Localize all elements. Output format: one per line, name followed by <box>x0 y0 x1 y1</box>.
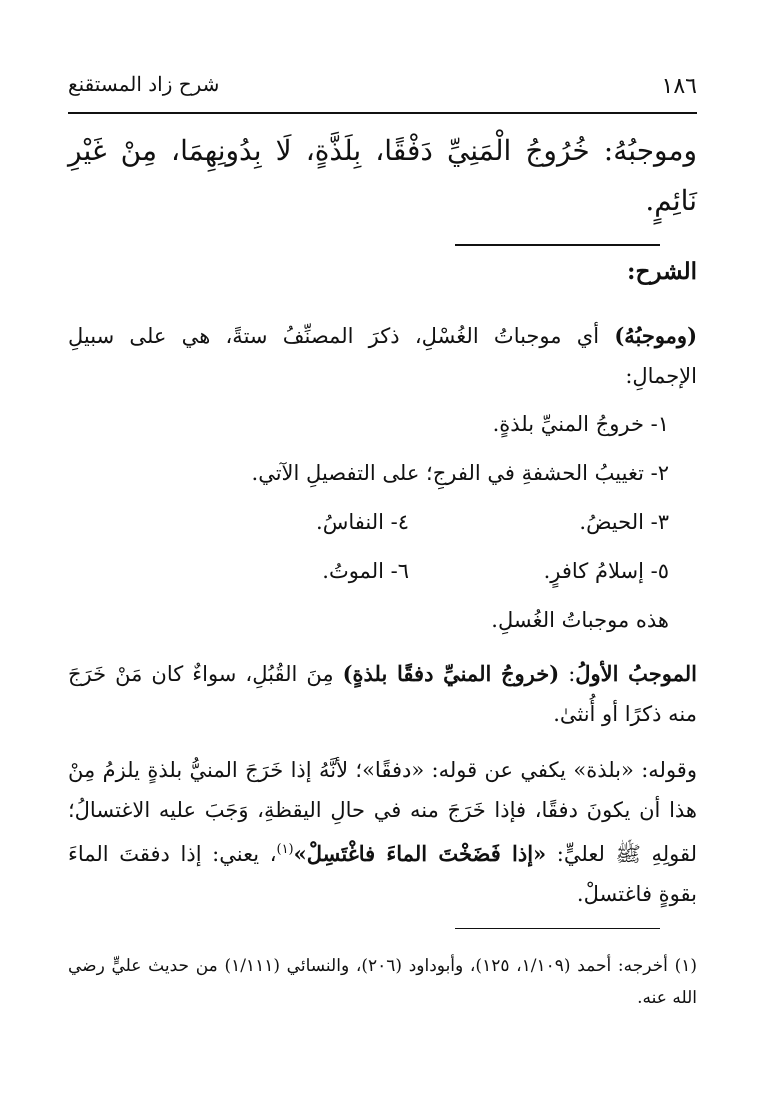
para-text-2: ، يعني: إذا دفقتَ الماءَ بقوةٍ فاغتسلْ. <box>68 842 697 906</box>
running-header <box>68 72 697 106</box>
first-obligation-paragraph <box>68 654 697 734</box>
para-text-1: وقوله: «بلذة» يكفي عن قوله: «دفقًا»؛ لأنَّهُ إذا خَرَجَ المنيُّ بلذةٍ يلزمُ مِنْ هذا أن يكونَ دفقًا، فإذا خَرَجَ منه في حالِ اليقظةِ، وَجَبَ عليه الاغتسالُ؛ لقولِهِ ﷺ لعليٍّ: <box>68 758 697 866</box>
book-title: شرح زاد المستقنع <box>68 72 220 96</box>
first-bold-quote: (خروجُ المنيِّ دفقًا بلذةٍ) <box>342 661 560 686</box>
intro-paragraph <box>68 316 697 396</box>
first-text: مِنَ القُبُلِ، سواءٌ كان مَنْ خَرَجَ منه ذكرًا أو أُنثىٰ. <box>68 662 697 726</box>
footnote-rule <box>455 928 660 929</box>
page-number: ١٨٦ <box>661 74 697 99</box>
list-item: ١- خروجُ المنيِّ بلذةٍ. <box>492 412 669 436</box>
first-label: الموجبُ الأولُ <box>575 661 697 686</box>
sharh-heading: الشرح: <box>627 258 697 285</box>
explanation-paragraph <box>68 750 697 914</box>
list-item: ٥- إسلامُ كافرٍ. <box>543 559 669 583</box>
list-item: ٤- النفاسُ. <box>316 510 409 534</box>
list-item: ٢- تغييبُ الحشفةِ في الفرجِ؛ على التفصيلِ الآتي. <box>251 461 669 485</box>
footnote-ref[interactable]: (١) <box>276 842 294 857</box>
hadith-text: «إذا فَضَخْتَ الماءَ فاغْتَسِلْ» <box>293 841 547 866</box>
matn-divider <box>455 244 660 246</box>
intro-text: أي موجباتُ الغُسْلِ، ذكرَ المصنِّفُ ستةً، هي على سبيلِ الإجمالِ: <box>68 324 697 388</box>
first-colon: : <box>559 662 576 686</box>
intro-bold: (وموجبُهُ) <box>614 323 697 348</box>
list-item: ٦- الموتُ. <box>322 559 409 583</box>
matn-text: وموجبُهُ: خُرُوجُ الْمَنِيِّ دَفْقًا، بِلَذَّةٍ، لَا بِدُونِهِمَا، مِنْ غَيْرِ نَائِمٍ. <box>68 134 697 217</box>
list-item: ٣- الحيضُ. <box>579 510 669 534</box>
summary-line: هذه موجباتُ الغُسلِ. <box>491 608 669 632</box>
header-rule <box>68 112 697 114</box>
footnote: (١) أخرجه: أحمد (١/١٠٩، ١٢٥)، وأبوداود (٢٠٦)، والنسائي (١/١١١) من حديث عليٍّ رضي الله عنه. <box>68 956 697 1008</box>
